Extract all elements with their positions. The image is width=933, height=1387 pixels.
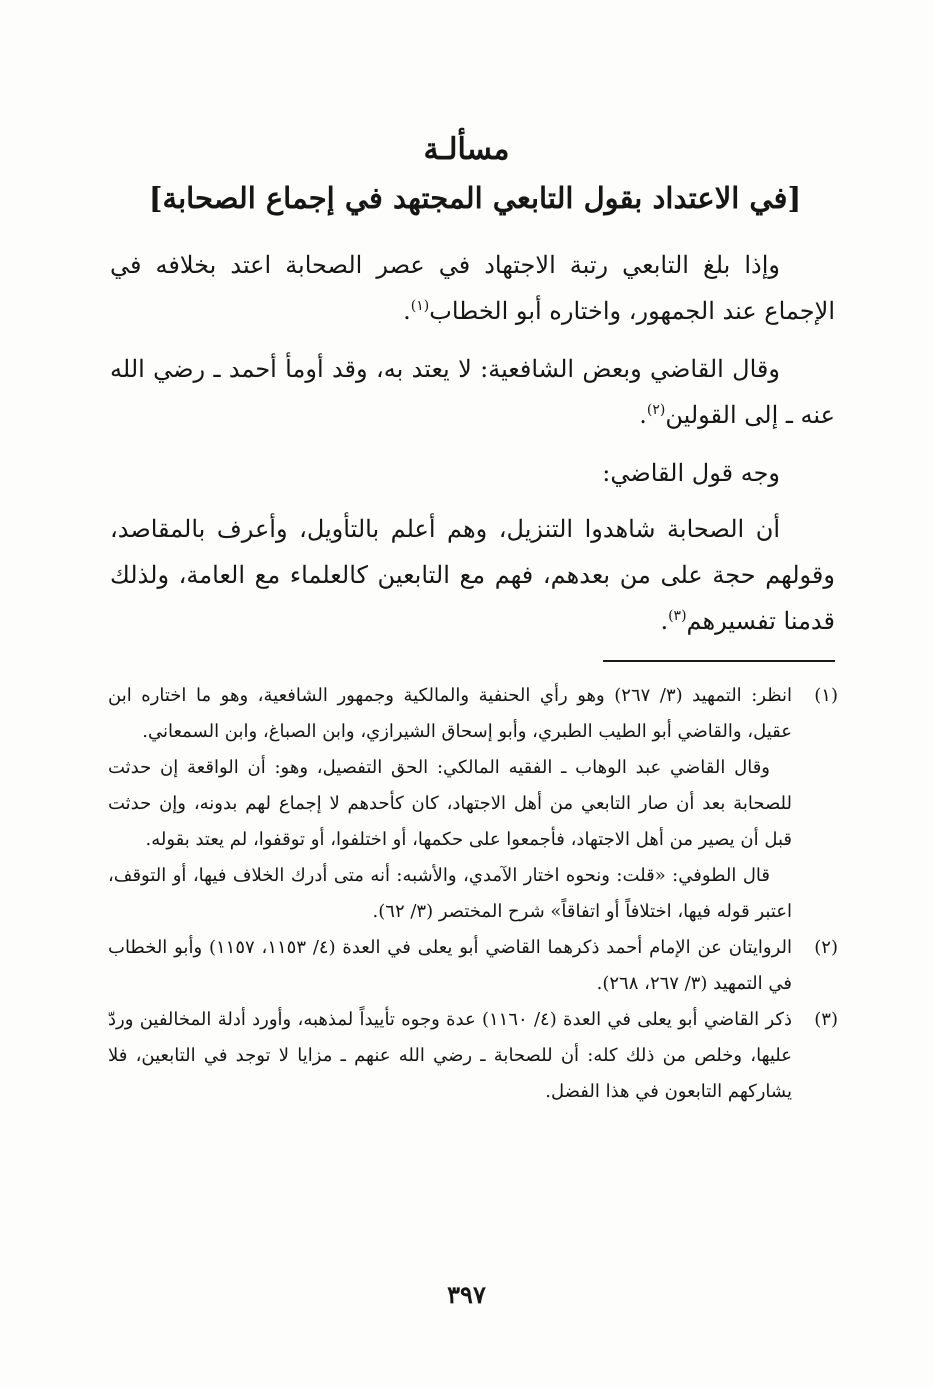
footnote-1-paragraph-2: وقال القاضي عبد الوهاب ـ الفقيه المالكي: الحق التفصيل، وهو: أن الواقعة إن حدثت للصحابة بعد أن صار التابعي من أهل الاجتهاد، كان كأحدهم لا إجماع لهم بدونه، وإن حدثت قبل أن يصير من أهل الاجتهاد، فأجمعوا على حكمها، أو اختلفوا، أو توقفوا، لم يعتد بقوله.	[108, 757, 792, 850]
paragraph-2	[110, 346, 835, 438]
footnotes	[108, 678, 838, 1110]
footnote-ref-3: (٣)	[668, 608, 687, 624]
footnote-2-body	[108, 930, 792, 1002]
footnote-3-text: ذكر القاضي أبو يعلى في العدة (٤/ ١١٦٠) عدة وجوه تأييداً لمذهبه، وأورد أدلة المخالفين وردّ عليها، وخلص من ذلك كله: أن للصحابة ـ رضي الله عنهم ـ مزايا لا توجد في التابعين، فلا يشاركهم التابعون في هذا الفضل.	[108, 1009, 792, 1102]
paragraph-1	[110, 242, 835, 334]
footnote-2-number: (٢)	[814, 937, 838, 958]
footnote-ref-2: (٢)	[646, 402, 666, 418]
footnote-1-text: انظر: التمهيد (٣/ ٢٦٧) وهو رأي الحنفية والمالكية وجمهور الشافعية، وهو ما اختاره ابن عقيل، والقاضي أبو الطيب الطبري، وأبو إسحاق الشيرازي، وابن الصباغ، وابن السمعاني.	[108, 685, 793, 742]
footnote-1-paragraph-3: قال الطوفي: «قلت: ونحوه اختار الآمدي، والأشبه: أنه متى أدرك الخلاف فيها، أو التوقف، اعتبر قوله فيها، اختلافاً أو اتفاقاً» شرح المختصر (٣/ ٦٢).	[108, 865, 792, 922]
footnote-1-body	[108, 678, 792, 750]
footnote-ref-1: (١)	[410, 298, 430, 314]
footnote-2-text: الروايتان عن الإمام أحمد ذكرهما القاضي أبو يعلى في العدة (٤/ ١١٥٣، ١١٥٧) وأبو الخطاب في التمهيد (٣/ ٢٦٧، ٢٦٨).	[108, 937, 792, 994]
page-number: ٣٩٧	[447, 1280, 486, 1309]
paragraph-1-text: وإذا بلغ التابعي رتبة الاجتهاد في عصر الصحابة اعتد بخلافه في الإجماع عند الجمهور، واختاره أبو الخطاب	[110, 251, 835, 325]
footnote-3-number: (٣)	[814, 1009, 838, 1030]
paragraph-1-end: .	[403, 297, 411, 325]
footnote-3	[108, 1002, 838, 1110]
page-title: مسألـة	[423, 132, 510, 167]
paragraph-2-end: .	[639, 401, 647, 429]
footnote-3-body	[108, 1002, 792, 1110]
footnote-1-number: (١)	[814, 685, 838, 706]
page-subtitle: [في الاعتداد بقول التابعي المجتهد في إجماع الصحابة]	[148, 181, 802, 215]
paragraph-4-text: أن الصحابة شاهدوا التنزيل، وهم أعلم بالتأويل، وأعرف بالمقاصد، وقولهم حجة على من بعدهم، فهم مع التابعين كالعلماء مع العامة، ولذلك قدمنا تفسيرهم	[110, 515, 835, 635]
footnote-2	[108, 930, 838, 1002]
footnote-1	[108, 678, 838, 750]
paragraph-4	[110, 506, 835, 644]
paragraph-3: وجه قول القاضي:	[602, 459, 780, 487]
footnote-separator	[603, 660, 835, 662]
paragraph-2-text: وقال القاضي وبعض الشافعية: لا يعتد به، وقد أومأ أحمد ـ رضي الله عنه ـ إلى القولين	[110, 355, 835, 429]
paragraph-4-end: .	[660, 607, 669, 635]
